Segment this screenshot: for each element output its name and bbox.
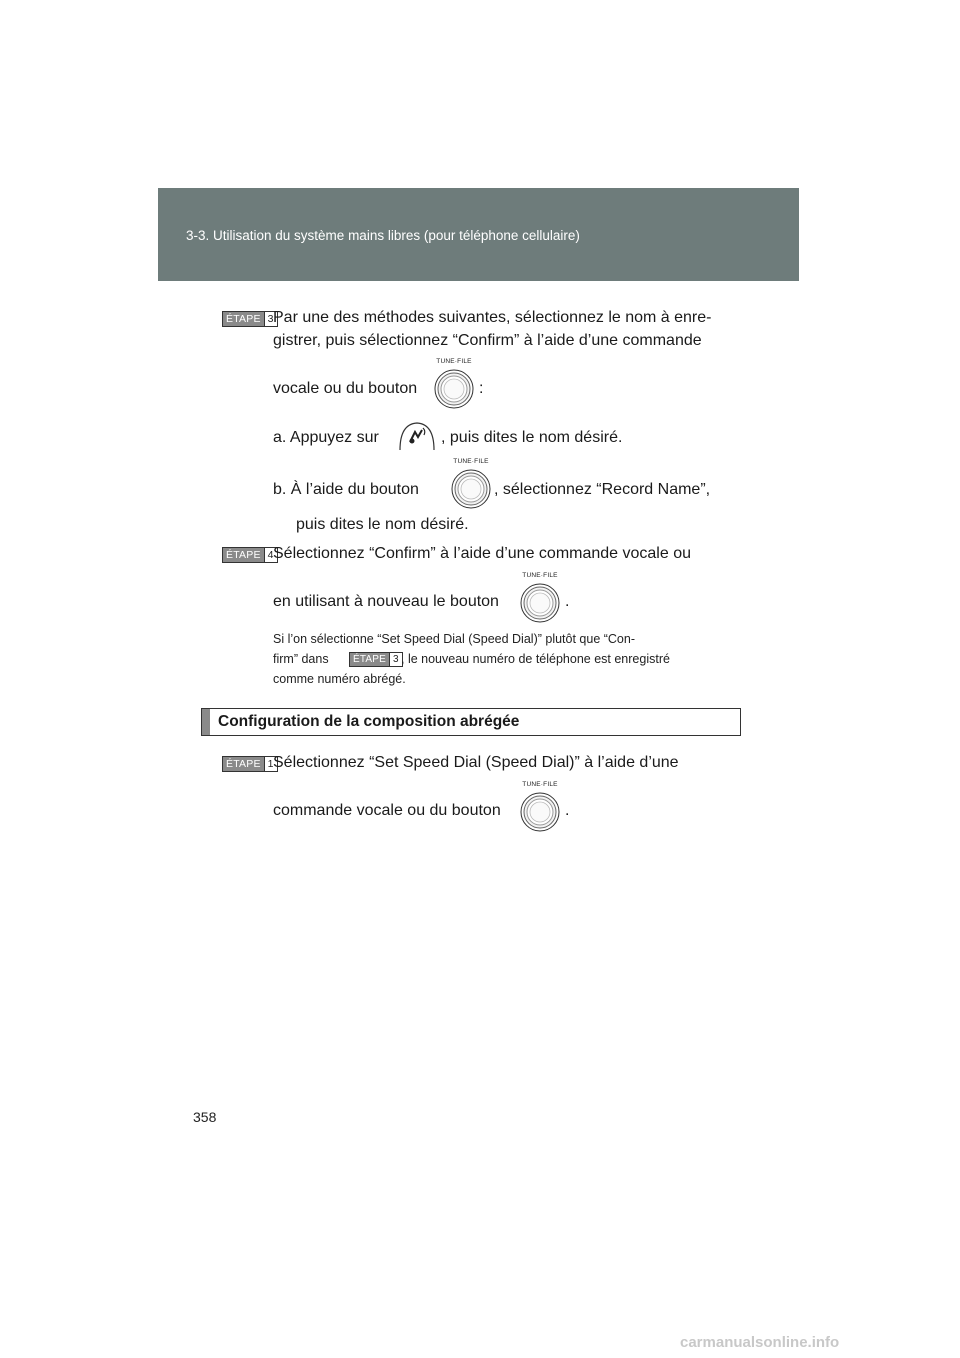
step-badge-4: ÉTAPE 4: [222, 547, 278, 563]
note-line3: comme numéro abrégé.: [273, 672, 406, 686]
step-badge-1: ÉTAPE 1: [222, 756, 278, 772]
step3-item-b-pre: b. À l’aide du bouton: [273, 481, 419, 498]
step-badge-3: ÉTAPE 3: [222, 311, 278, 327]
step-ref-badge: ÉTAPE 3: [349, 652, 403, 667]
step3-item-a-pre: a. Appuyez sur: [273, 429, 379, 446]
section-title: 3-3. Utilisation du système mains libres (pour téléphone cellulaire): [186, 228, 580, 243]
note-line2a: firm” dans: [273, 652, 329, 666]
note-line1: Si l’on sélectionne “Set Speed Dial (Speed Dial)” plutôt que “Con-: [273, 632, 635, 646]
step4-line1: Sélectionnez “Confirm” à l’aide d’une commande vocale ou: [273, 545, 691, 562]
note-line2b: , le nouveau numéro de téléphone est enregistré: [401, 652, 670, 666]
page-number: 358: [193, 1109, 217, 1125]
step3-line2: gistrer, puis sélectionnez “Confirm” à l’aide d’une commande: [273, 332, 702, 349]
step3-line1: Par une des méthodes suivantes, sélectionnez le nom à enre-: [273, 309, 712, 326]
step1-line2a: commande vocale ou du bouton: [273, 802, 501, 819]
step3-item-b-line2: puis dites le nom désiré.: [296, 516, 469, 533]
section-heading-title: Configuration de la composition abrégée: [218, 713, 520, 730]
step3-line3a: vocale ou du bouton: [273, 380, 418, 397]
section-heading: [201, 708, 741, 736]
tune-file-knob-icon: TUNE·FILE: [432, 358, 476, 410]
tune-file-knob-icon: TUNE·FILE: [518, 781, 562, 833]
step3-item-a-post: , puis dites le nom désiré.: [441, 429, 623, 446]
tune-file-knob-icon: TUNE·FILE: [449, 458, 493, 510]
step3-item-b-post: , sélectionnez “Record Name”,: [494, 481, 711, 498]
section-header: [158, 188, 799, 281]
talk-switch-icon: [396, 420, 438, 457]
step4-line2a: en utilisant à nouveau le bouton: [273, 593, 499, 610]
tune-file-knob-icon: TUNE·FILE: [518, 572, 562, 624]
watermark: carmanualsonline.info: [680, 1334, 840, 1351]
step1-line1: Sélectionnez “Set Speed Dial (Speed Dial)” à l’aide d’une: [273, 754, 679, 771]
